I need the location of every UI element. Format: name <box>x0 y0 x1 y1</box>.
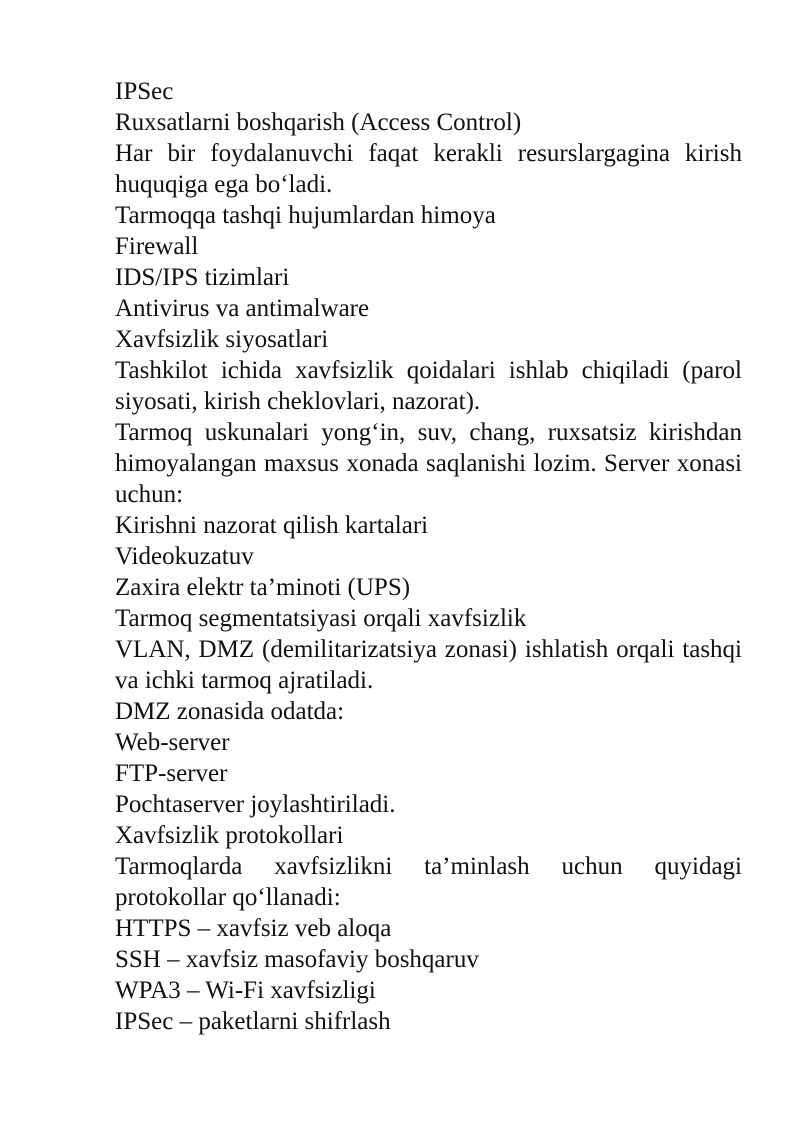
list-item: IDS/IPS tizimlari <box>115 264 290 291</box>
list-item: Antivirus va antimalware <box>115 295 370 322</box>
list-item: SSH – xavfsiz masofaviy boshqaruv <box>115 946 479 973</box>
list-item: Pochtaserver joylashtiriladi. <box>115 791 396 818</box>
paragraph: Tarmoqlarda xavfsizlikni ta’minlash uchun quyidagi protokollar qo‘llanadi: <box>115 853 742 911</box>
section-heading-access-control: Ruxsatlarni boshqarish (Access Control) <box>115 109 522 136</box>
list-item: Kirishni nazorat qilish kartalari <box>115 512 429 539</box>
list-item: Web-server <box>115 729 230 756</box>
section-heading-protocols: Xavfsizlik protokollari <box>115 822 344 849</box>
section-heading-security-policies: Xavfsizlik siyosatlari <box>115 326 329 353</box>
text-line: IPSec <box>115 78 174 105</box>
list-item: FTP-server <box>115 760 228 787</box>
list-item: WPA3 – Wi-Fi xavfsizligi <box>115 977 376 1004</box>
list-item: IPSec – paketlarni shifrlash <box>115 1008 391 1035</box>
paragraph: Tashkilot ichida xavfsizlik qoidalari ishlab chiqiladi (parol siyosati, kirish cheklovlari, nazorat). <box>115 357 742 415</box>
paragraph: Har bir foydalanuvchi faqat kerakli resurslargagina kirish huquqiga ega bo‘ladi. <box>115 140 742 198</box>
section-heading-external-attacks: Tarmoqqa tashqi hujumlardan himoya <box>115 202 496 229</box>
text-line: DMZ zonasida odatda: <box>115 698 345 725</box>
paragraph: Tarmoq uskunalari yong‘in, suv, chang, ruxsatsiz kirishdan himoyalangan maxsus xonada saqlanishi lozim. Server xonasi uchun: <box>115 419 742 508</box>
list-item: Zaxira elektr ta’minoti (UPS) <box>115 574 411 601</box>
list-item: HTTPS – xavfsiz veb aloqa <box>115 915 392 942</box>
list-item: Videokuzatuv <box>115 543 254 570</box>
section-heading-segmentation: Tarmoq segmentatsiyasi orqali xavfsizlik <box>115 605 527 632</box>
document-page <box>115 76 742 1037</box>
list-item: Firewall <box>115 233 199 260</box>
paragraph: VLAN, DMZ (demilitarizatsiya zonasi) ishlatish orqali tashqi va ichki tarmoq ajratiladi. <box>115 636 742 694</box>
